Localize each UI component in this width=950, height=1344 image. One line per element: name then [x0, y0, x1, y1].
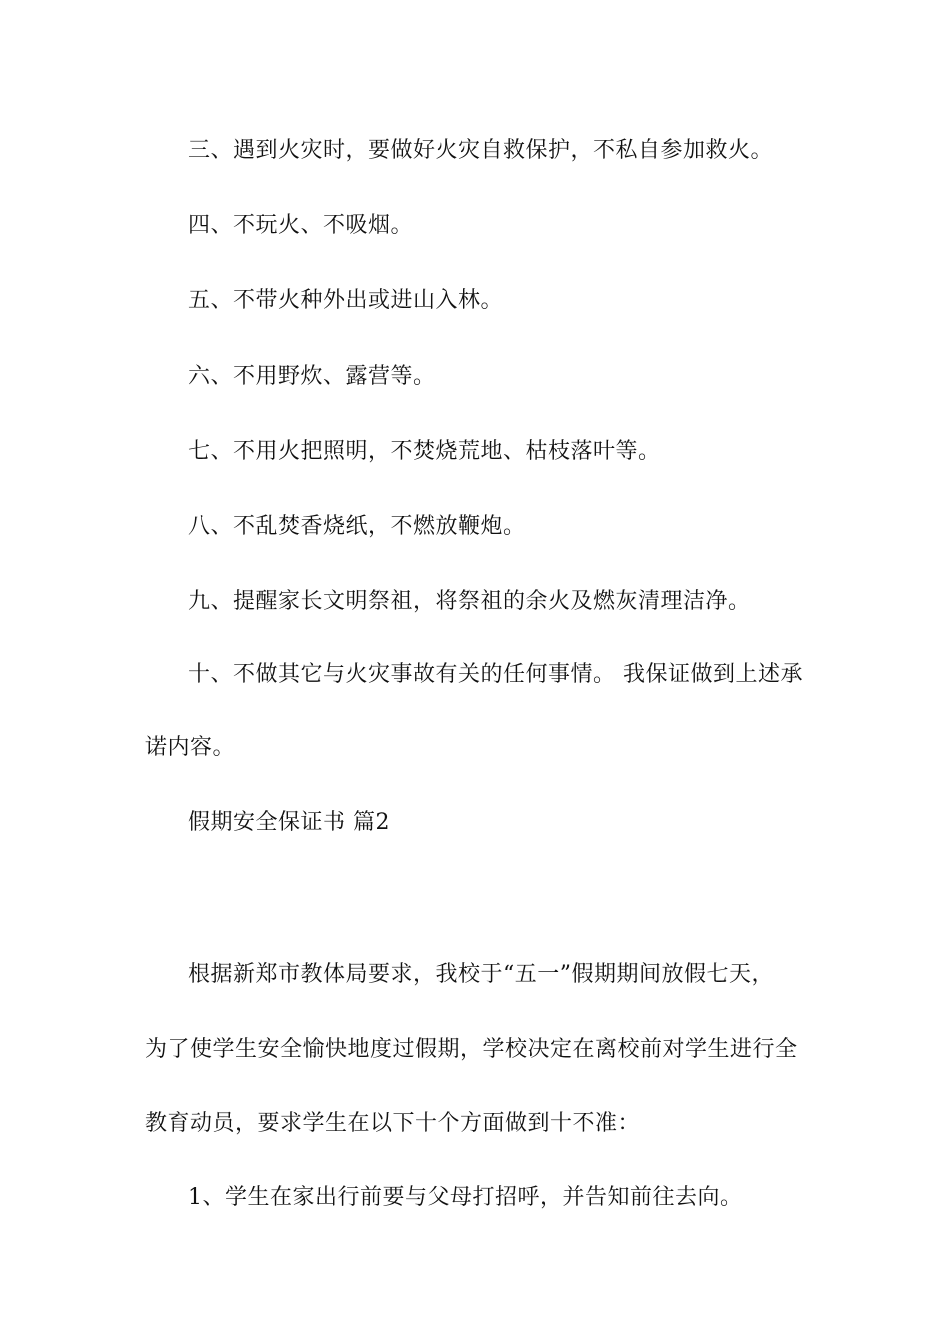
- list-item-8: 八、不乱焚香烧纸，不燃放鞭炮。: [188, 514, 526, 539]
- list-item-5: 五、不带火种外出或进山入林。: [188, 288, 504, 313]
- list-item-10: 十、不做其它与火灾事故有关的任何事情。 我保证做到上述承: [188, 662, 803, 687]
- list-item-9: 九、提醒家长文明祭祖，将祭祖的余火及燃灰清理洁净。: [188, 589, 751, 614]
- list-item-6: 六、不用野炊、露营等。: [188, 364, 436, 389]
- list-item-3: 三、遇到火灾时，要做好火灾自救保护，不私自参加救火。: [188, 138, 774, 163]
- paragraph-line-3: 教育动员，要求学生在以下十个方面做到十不准：: [145, 1111, 641, 1136]
- list-item-4: 四、不玩火、不吸烟。: [188, 213, 414, 238]
- paragraph-line-2: 为了使学生安全愉快地度过假期，学校决定在离校前对学生进行全: [145, 1037, 798, 1062]
- rule-item-1: 1、学生在家出行前要与父母打招呼，并告知前往去向。: [188, 1185, 743, 1210]
- list-item-7: 七、不用火把照明，不焚烧荒地、枯枝落叶等。: [188, 439, 661, 464]
- paragraph-line-1: 根据新郑市教体局要求，我校于“五一”假期期间放假七天，: [188, 962, 774, 987]
- list-item-10-continuation: 诺内容。: [145, 735, 236, 760]
- section-title: 假期安全保证书 篇2: [188, 810, 390, 835]
